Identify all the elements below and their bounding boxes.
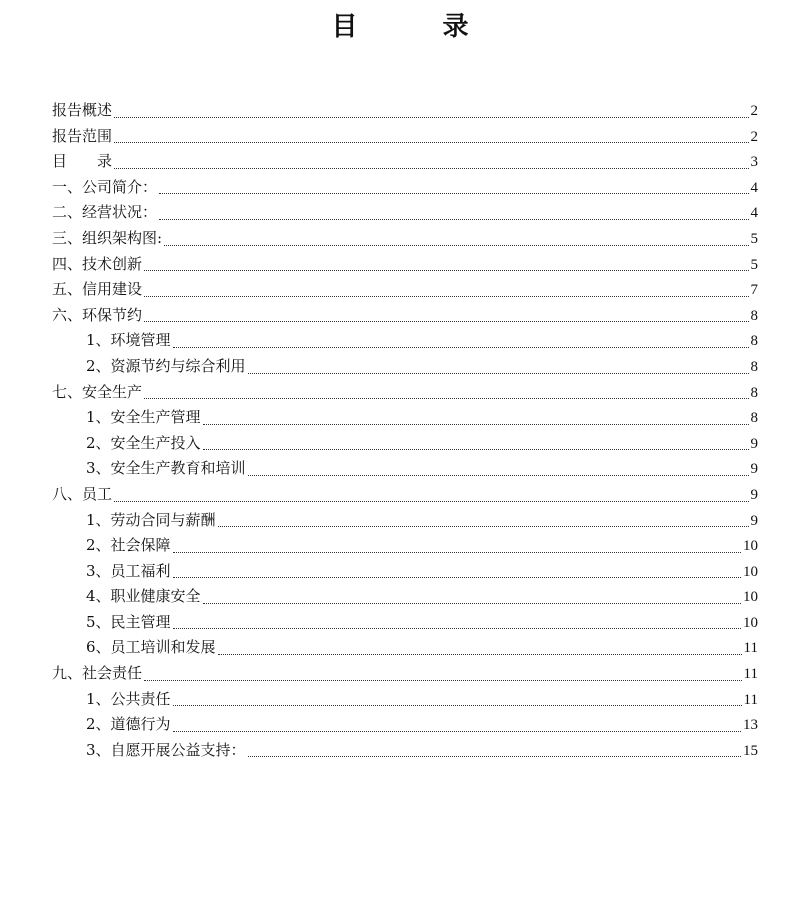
toc-entry-title: 4、职业健康安全 [86,587,201,606]
toc-entry[interactable] [52,508,758,534]
dot-leader [114,116,748,118]
toc-entry[interactable] [52,226,758,252]
toc-entry[interactable] [52,661,758,687]
toc-entry-title: 1、劳动合同与薪酬 [86,510,216,529]
toc-entry[interactable] [52,431,758,457]
dot-leader [144,679,742,681]
toc-entry-page-number: 10 [743,614,758,631]
toc-entry-page-number: 2 [750,103,758,119]
dot-leader [248,372,749,374]
toc-entry-title: 2、社会保障 [86,536,171,555]
toc-entry[interactable] [52,354,758,380]
toc-entry-title: 六、环保节约 [52,305,143,324]
toc-entry-title: 1、公共责任 [86,689,171,708]
toc-entry-title: 八、员工 [52,484,113,503]
toc-entry-page-number: 3 [750,154,758,171]
toc-entry[interactable] [52,559,758,585]
dot-leader [218,653,742,655]
dot-leader [173,627,741,629]
toc-entry[interactable] [52,303,758,329]
toc-entry-page-number: 7 [750,282,758,299]
toc-entry-title: 三、组织架构图: [52,228,163,247]
toc-entry[interactable] [52,277,758,303]
toc-entry[interactable] [52,405,758,431]
dot-leader [173,730,741,732]
toc-entry[interactable] [52,610,758,636]
toc-entry-page-number: 11 [743,691,758,708]
toc-entry-page-number: 11 [743,640,758,657]
toc-entry-page-number: 4 [750,179,758,196]
page-title: 目 录 [331,12,507,42]
dot-leader [144,269,748,271]
toc-entry-title: 3、员工福利 [86,561,171,580]
toc-entry-title: 报告概述 [52,101,113,119]
toc-entry-title: 九、社会责任 [52,664,143,683]
dot-leader [173,551,741,553]
toc-entry[interactable] [52,328,758,354]
toc-entry-page-number: 10 [743,563,758,580]
toc-entry[interactable] [52,738,758,764]
toc-entry[interactable] [52,380,758,406]
toc-entry[interactable] [52,252,758,278]
toc-entry[interactable] [52,712,758,738]
dot-leader [144,397,748,399]
toc-entry-title: 七、安全生产 [52,382,143,401]
toc-entry[interactable] [52,533,758,559]
toc-entry[interactable] [52,98,758,124]
dot-leader [159,192,748,194]
toc-entry-page-number: 10 [743,589,758,606]
toc-entry-title: 二、经营状况： [52,203,158,222]
toc-entry-title: 5、民主管理 [86,612,171,631]
toc-entry-page-number: 9 [750,486,758,503]
toc-entry[interactable] [52,175,758,201]
dot-leader [248,755,741,757]
toc-entry-page-number: 9 [750,461,758,478]
toc-entry[interactable] [52,456,758,482]
dot-leader [203,448,749,450]
toc-entry-page-number: 8 [750,384,758,401]
dot-leader [218,525,749,527]
toc-entry-page-number: 5 [750,230,758,247]
toc-entry-page-number: 9 [750,435,758,452]
dot-leader [203,423,749,425]
toc-entry-title: 五、信用建设 [52,280,143,299]
toc-entry[interactable] [52,482,758,508]
toc-entry-page-number: 5 [750,256,758,273]
toc-entry-title: 3、安全生产教育和培训 [86,459,246,478]
toc-entry-title: 2、资源节约与综合利用 [86,356,246,375]
toc-entry[interactable] [52,635,758,661]
dot-leader [173,704,742,706]
dot-leader [248,474,749,476]
toc-entry-title: 1、环境管理 [86,331,171,350]
dot-leader [144,295,748,297]
toc-entry-title: 2、安全生产投入 [86,433,201,452]
toc-entry[interactable] [52,200,758,226]
toc-entry-title: 目 录 [52,152,113,171]
toc-entry-page-number: 10 [743,538,758,555]
dot-leader [114,500,748,502]
toc-entry-page-number: 11 [743,666,758,683]
toc-entry-title: 一、公司简介： [52,177,158,196]
toc-entry[interactable] [52,149,758,175]
toc-entry-page-number: 15 [743,742,758,759]
toc-entry-page-number: 2 [750,128,758,145]
toc-entry-page-number: 8 [750,358,758,375]
table-of-contents [52,98,758,763]
dot-leader [114,167,748,169]
toc-entry[interactable] [52,687,758,713]
toc-entry-title: 2、道德行为 [86,715,171,734]
toc-entry-title: 3、自愿开展公益支持： [86,740,246,759]
toc-entry-page-number: 8 [750,410,758,427]
dot-leader [203,602,741,604]
toc-entry-title: 四、技术创新 [52,254,143,273]
toc-entry[interactable] [52,124,758,150]
toc-entry-title: 1、安全生产管理 [86,408,201,427]
dot-leader [164,244,748,246]
toc-entry-title: 6、员工培训和发展 [86,638,216,657]
toc-entry-page-number: 13 [743,717,758,734]
toc-entry-page-number: 9 [750,512,758,529]
dot-leader [159,218,748,220]
dot-leader [173,576,741,578]
toc-entry-title: 报告范围 [52,126,113,145]
toc-entry-page-number: 8 [750,333,758,350]
toc-entry-page-number: 4 [750,205,758,222]
dot-leader [173,346,749,348]
toc-entry[interactable] [52,584,758,610]
dot-leader [114,141,748,143]
toc-entry-page-number: 8 [750,307,758,324]
dot-leader [144,320,748,322]
